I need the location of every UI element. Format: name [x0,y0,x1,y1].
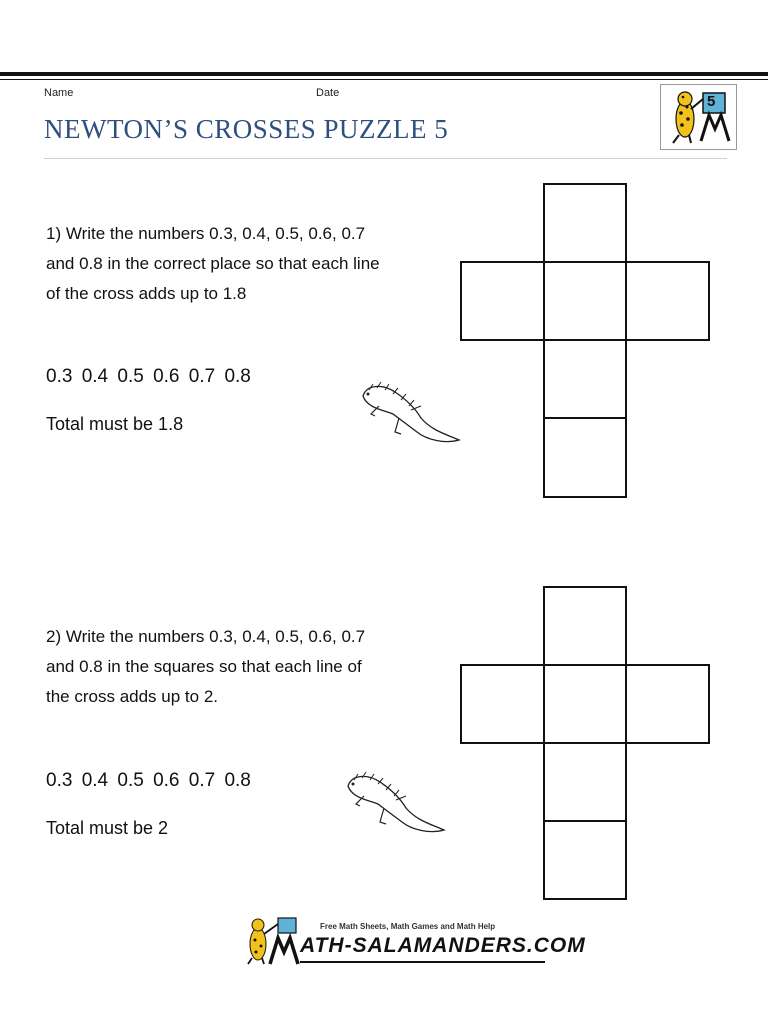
level-badge [660,84,737,150]
puzzle-1-line-2: and 0.8 in the correct place so that each line [46,254,380,273]
salamander-teacher-icon [661,85,736,149]
puzzle-1-line-3: of the cross adds up to 1.8 [46,284,247,303]
cross-1-cell-right[interactable] [625,261,710,341]
cross-1-cell-top[interactable] [543,183,627,263]
footer-underline [300,961,545,963]
top-rule [0,72,768,76]
date-label: Date [316,87,340,99]
puzzle-1-line-1: 1) Write the numbers 0.3, 0.4, 0.5, 0.6, 0.7 [46,224,366,243]
puzzle-2-line-1: 2) Write the numbers 0.3, 0.4, 0.5, 0.6, 0.7 [46,627,366,646]
salamander-icon [355,378,465,448]
cross-2-cell-left[interactable] [460,664,545,744]
puzzle-2-numbers: 0.3 0.4 0.5 0.6 0.7 0.8 [46,770,251,791]
puzzle-1-instructions [46,219,446,309]
page-title: NEWTON’S CROSSES PUZZLE 5 [44,114,449,144]
puzzle-1-total: Total must be 1.8 [46,414,184,434]
puzzle-1-numbers: 0.3 0.4 0.5 0.6 0.7 0.8 [46,366,251,387]
cross-1-cell-center[interactable] [543,261,627,341]
puzzle-2-instructions [46,622,446,712]
cross-1-cell-left[interactable] [460,261,545,341]
puzzle-2-line-3: the cross adds up to 2. [46,687,218,706]
cross-2-cell-center[interactable] [543,664,627,744]
level-number: 5 [707,93,716,110]
name-label: Name [44,87,74,99]
title-rule [44,158,727,159]
salamander-icon [340,768,450,838]
footer-tagline: Free Math Sheets, Math Games and Math Help [320,922,496,931]
footer-site-name[interactable]: ATH-SALAMANDERS.COM [300,934,586,957]
cross-2-cell-lower[interactable] [543,742,627,822]
puzzle-2-line-2: and 0.8 in the squares so that each line of [46,657,362,676]
cross-2-cell-right[interactable] [625,664,710,744]
puzzle-2-total: Total must be 2 [46,818,169,838]
cross-1-cell-lower[interactable] [543,339,627,419]
cross-1-cell-bottom[interactable] [543,417,627,498]
cross-2-cell-top[interactable] [543,586,627,666]
cross-2-cell-bottom[interactable] [543,820,627,900]
top-rule-thin [0,79,768,80]
footer-logo-icon [238,914,300,966]
